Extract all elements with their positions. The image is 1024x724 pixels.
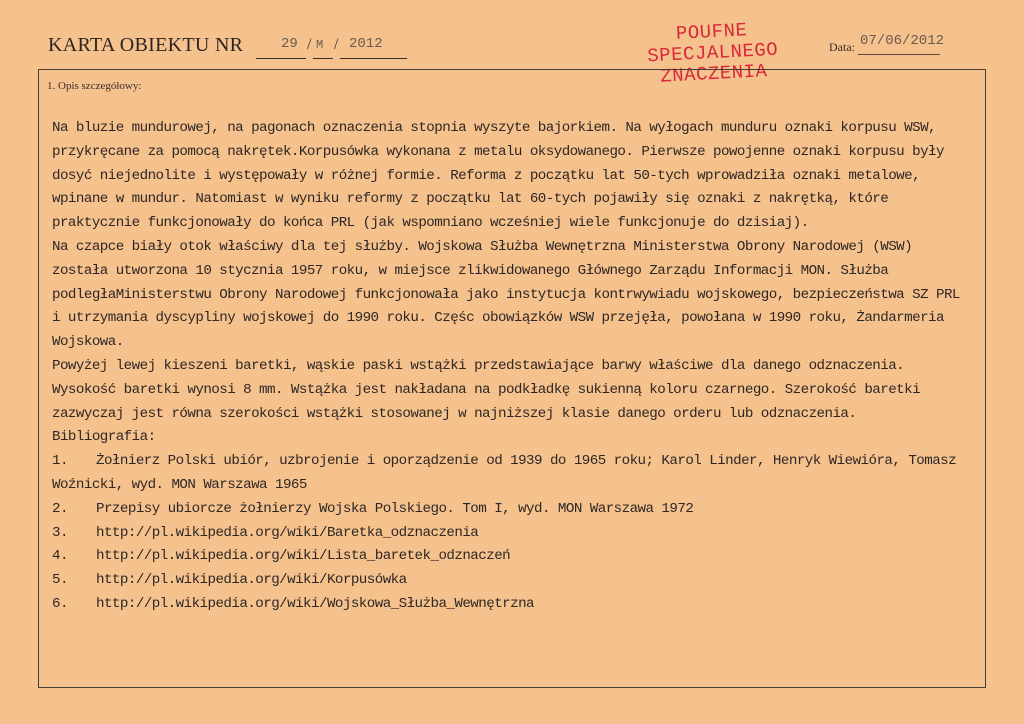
bibliography-item-number: 4. (52, 548, 68, 565)
date-value: 07/06/2012 (860, 33, 945, 49)
bibliography-item-number: 5. (52, 572, 68, 589)
bibliography-item (52, 498, 972, 522)
bibliography-item (52, 522, 972, 546)
object-number-separator-1: / (307, 36, 312, 53)
object-number-underline-3 (340, 58, 407, 59)
bibliography-item (52, 545, 972, 569)
bibliography-item (52, 450, 972, 498)
bibliography-link[interactable]: http://pl.wikipedia.org/wiki/Korpusówka (96, 572, 407, 589)
bibliography-item-number: 2. (52, 500, 68, 517)
section-label: 1. Opis szczegółowy: (47, 80, 142, 92)
date-label: Data: (829, 40, 855, 54)
stamp-line-1: POUFNE (675, 19, 748, 45)
bibliography-item-number: 1. (52, 453, 68, 470)
bibliography-item-text: Przepisy ubiorcze żołnierzy Wojska Polskiego. Tom I, wyd. MON Warszawa 1972 (96, 500, 694, 517)
object-number-underline-1 (256, 58, 306, 59)
object-number-part-3: 2012 (349, 36, 383, 52)
bibliography-item-text: Żołnierz Polski ubiór, uzbrojenie i oporządzenie od 1939 do 1965 roku; Karol Linder, Henryk Wiewióra, Tomasz Woźnicki, wyd. MON Warszawa 1965 (52, 453, 957, 493)
bibliography-link[interactable]: http://pl.wikipedia.org/wiki/Baretka_odznaczenia (96, 524, 479, 541)
paragraph-ribbons: Powyżej lewej kieszeni baretki, wąskie paski wstążki przedstawiające barwy właściwe dla danego odznaczenia. Wysokość baretki wynosi 8 mm. Wstążka jest nakładana na podkładkę sukienną koloru czarnego. Szerokość baretki zazwyczaj jest równa szerokości wstążki stosowanej w najniższej klasie danego orderu lub odznaczenia. (52, 357, 921, 422)
stamp-line-2: SPECJALNEGO (646, 38, 779, 68)
object-number-separator-2: / (334, 36, 339, 53)
object-number-underline-2 (313, 58, 333, 59)
bibliography-heading: Bibliografia: (52, 429, 156, 446)
bibliography-item-number: 6. (52, 595, 68, 612)
paragraph-uniform: Na bluzie mundurowej, na pagonach oznaczenia stopnia wyszyte bajorkiem. Na wyłogach munduru oznaki korpusu WSW, przykręcane za pomocą nakrętek.Korpusówka wykonana z metalu oksydowanego. Pierwsze powojenne oznaki korpusu były dosyć niejednolite i występowały w różnej formie. Reforma z początku lat 50-tych wprowadziła oznaki metalowe, wpinane w mundur. Natomiast w wyniku reformy z początku lat 60-tych pojawiły się oznaki z nakrętką, które praktycznie funkcjonowały do końca PRL (jak wspomniano wcześniej wiele funkcjonuje do dzisiaj). (52, 120, 944, 232)
detailed-description (52, 117, 972, 617)
object-number-part-2: M (316, 38, 324, 52)
bibliography-link[interactable]: http://pl.wikipedia.org/wiki/Wojskowa_Służba_Wewnętrzna (96, 595, 535, 612)
object-number-part-1: 29 (281, 36, 298, 52)
stamp-line-3: ZNACZENIA (659, 60, 768, 88)
bibliography-item (52, 593, 972, 617)
card-title: KARTA OBIEKTU NR (48, 34, 244, 56)
bibliography-link[interactable]: http://pl.wikipedia.org/wiki/Lista_baretek_odznaczeń (96, 548, 511, 565)
date-underline (858, 54, 940, 55)
paragraph-cap: Na czapce biały otok właściwy dla tej służby. Wojskowa Służba Wewnętrzna Ministerstwa Obrony Narodowej (WSW) została utworzona 10 stycznia 1957 roku, w miejsce zlikwidowanego Głównego Zarządu Informacji MON. Służba podległaMinisterstwu Obrony Narodowej funkcjonowała jako instytucja kontrwywiadu wojskowego, bezpieczeństwa SZ PRL i utrzymania dyscypliny wojskowej do 1990 roku. Częśc obowiązków WSW przejęła, powołana w 1990 roku, Żandarmeria Wojskowa. (52, 238, 960, 351)
bibliography-item-number: 3. (52, 524, 68, 541)
bibliography-item (52, 569, 972, 593)
